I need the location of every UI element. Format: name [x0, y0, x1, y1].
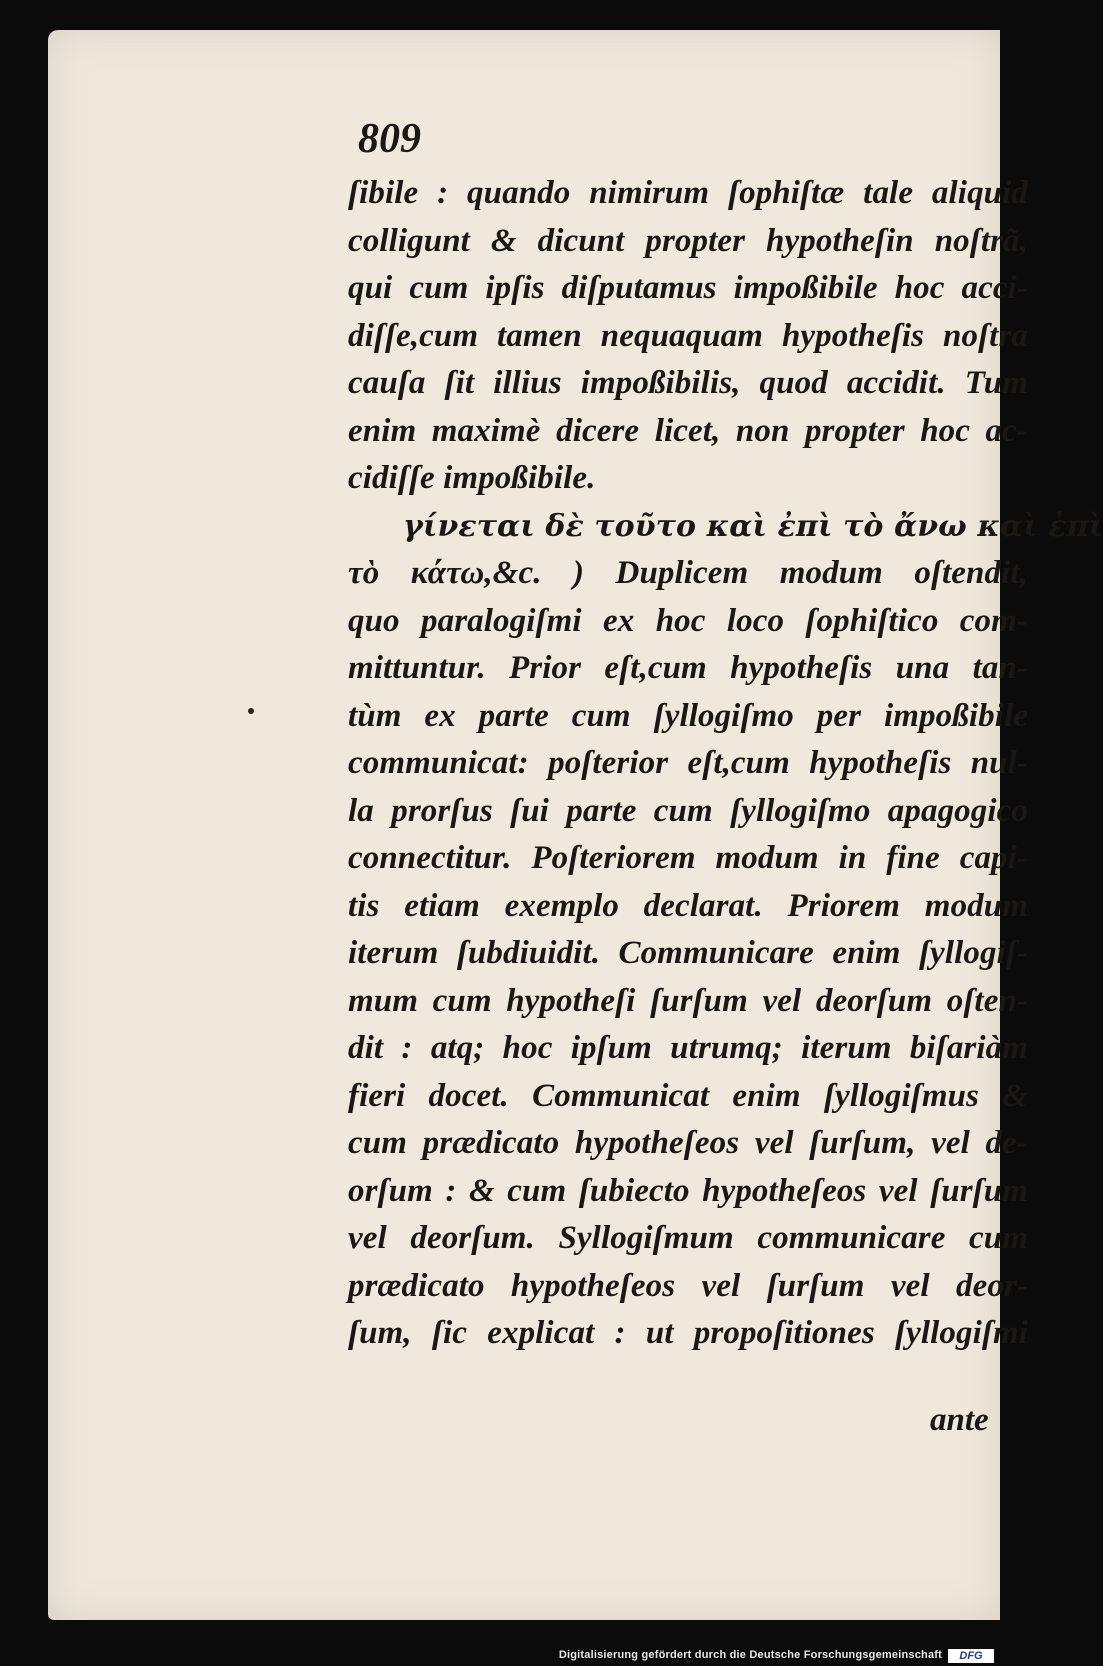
text-line: ſum, ſic explicat : ut propoſitiones ſyllogiſmi — [348, 1315, 1028, 1351]
text-line: tùm ex parte cum ſyllogiſmo per impoßibile — [348, 697, 1028, 734]
book-page — [48, 30, 1103, 1620]
dfg-logo: DFG — [948, 1649, 994, 1663]
text-line: tis etiam exemplo declarat. Priorem modum — [348, 887, 1028, 924]
text-line: fieri docet. Communicat enim ſyllogiſmus & — [348, 1077, 1028, 1114]
text-line: orſum : & cum ſubiecto hypotheſeos vel ſurſum — [348, 1172, 1028, 1209]
text-line: diſſe,cum tamen nequaquam hypotheſis noſtra — [348, 317, 1028, 354]
text-line: enim maximè dicere licet, non propter hoc ac- — [348, 412, 1028, 449]
text-line: colligunt & dicunt propter hypotheſin noſtrã, — [348, 222, 1028, 259]
text-line: connectitur. Poſteriorem modum in fine capi- — [348, 840, 1028, 876]
digitization-credit: Digitalisierung gefördert durch die Deutsche Forschungsgemeinschaft — [558, 1649, 942, 1661]
page-text — [348, 170, 1103, 1358]
text-line: quo paralogiſmi ex hoc loco ſophiſtico com- — [348, 602, 1028, 639]
text-line: la prorſus ſui parte cum ſyllogiſmo apagogico — [348, 792, 1028, 829]
page-number: 809 — [358, 116, 421, 162]
text-line: cum prædicato hypotheſeos vel ſurſum, vel de- — [348, 1125, 1028, 1161]
text-line: mittuntur. Prior eſt,cum hypotheſis una tan- — [348, 650, 1028, 686]
text-line: dit : atq; hoc ipſum utrumq; iterum biſariàm — [348, 1030, 1028, 1066]
greek-lemma-line: γίνεται δὲ τοῦτο καὶ ἐπὶ τὸ ἄνω καὶ ἐπὶ — [403, 508, 1103, 544]
text-line: iterum ſubdiuidit. Communicare enim ſyllogiſ- — [348, 935, 1028, 971]
text-line: cidiſſe impoßibile. — [348, 460, 596, 496]
text-line: communicat: poſterior eſt,cum hypotheſis nul- — [348, 745, 1028, 781]
text-line: ſibile : quando nimirum ſophiſtæ tale aliquid — [348, 175, 1028, 211]
text-line: τὸ κάτω,&c. ) Duplicem modum oſtendit, — [348, 555, 1028, 591]
text-line: prædicato hypotheſeos vel ſurſum vel deor- — [348, 1267, 1028, 1304]
text-line: mum cum hypotheſi ſurſum vel deorſum oſten- — [348, 982, 1028, 1019]
margin-mark — [248, 708, 254, 714]
catchword: ante — [930, 1402, 989, 1438]
text-line: vel deorſum. Syllogiſmum communicare cum — [348, 1220, 1028, 1256]
text-line: cauſa ſit illius impoßibilis, quod accidit. Tum — [348, 365, 1028, 401]
text-line: qui cum ipſis diſputamus impoßibile hoc acci- — [348, 270, 1028, 306]
